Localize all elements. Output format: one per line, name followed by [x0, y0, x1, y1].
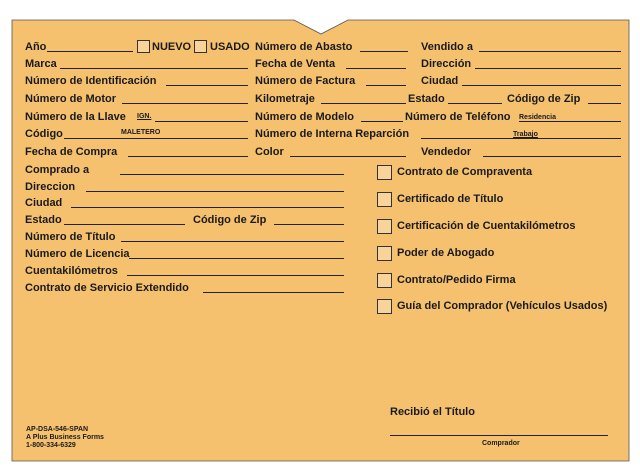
ano-line[interactable] [47, 51, 133, 52]
numero-licencia-label: Número de Licencia [25, 248, 130, 260]
cuentakilometros-line[interactable] [127, 275, 344, 276]
usado-label: USADO [210, 41, 250, 53]
purchase-estado-line[interactable] [64, 224, 185, 225]
marca-line[interactable] [60, 68, 248, 69]
recibio-titulo-label: Recibió el Título [390, 406, 475, 418]
numero-factura-line[interactable] [366, 85, 406, 86]
checklist-label: Certificado de Título [397, 193, 504, 205]
vendido-a-line[interactable] [479, 51, 621, 52]
numero-telefono-line[interactable] [519, 121, 621, 122]
numero-identificacion-label: Número de Identificación [25, 75, 157, 87]
numero-interna-reparacion-label: Número de Interna Reparción [255, 128, 410, 140]
checklist-label: Poder de Abogado [397, 247, 495, 259]
checklist-label: Contrato de Compraventa [397, 166, 533, 178]
checklist-checkbox[interactable] [377, 192, 392, 207]
nuevo-label: NUEVO [152, 41, 192, 53]
contrato-servicio-line[interactable] [203, 292, 344, 293]
checklist-checkbox[interactable] [377, 299, 392, 314]
vendido-a-label: Vendido a [421, 41, 473, 53]
purchase-codigo-zip-line[interactable] [274, 224, 344, 225]
usado-checkbox[interactable] [194, 40, 207, 53]
numero-titulo-line[interactable] [121, 241, 344, 242]
residencia-label: Residencia [519, 114, 556, 121]
ano-label: Año [25, 41, 47, 53]
purchase-ciudad-label: Ciudad [25, 197, 63, 209]
ciudad-line[interactable] [462, 85, 621, 86]
company-name: A Plus Business Forms [26, 434, 104, 441]
ign-label: IGN. [137, 113, 152, 120]
numero-identificacion-line[interactable] [166, 85, 248, 86]
codigo-label: Código [25, 128, 63, 140]
maletero-label: MALETERO [121, 129, 161, 136]
codigo-zip-label: Código de Zip [507, 93, 581, 105]
checklist-label: Guía del Comprador (Vehículos Usados) [397, 300, 608, 312]
checklist-label: Certificación de Cuentakilómetros [397, 220, 576, 232]
numero-modelo-label: Número de Modelo [255, 111, 355, 123]
codigo-line[interactable] [64, 138, 248, 139]
vendedor-label: Vendedor [421, 146, 472, 158]
numero-llave-label: Número de la Llave [25, 111, 126, 123]
purchase-codigo-zip-label: Código de Zip [193, 214, 267, 226]
purchase-direccion-label: Direccion [25, 181, 76, 193]
fecha-venta-label: Fecha de Venta [255, 58, 336, 70]
numero-abasto-label: Número de Abasto [255, 41, 353, 53]
kilometraje-line[interactable] [321, 103, 406, 104]
kilometraje-label: Kilometraje [255, 93, 315, 105]
numero-titulo-label: Número de Título [25, 231, 116, 243]
checklist-label: Contrato/Pedido Firma [397, 274, 516, 286]
comprador-signature-line[interactable] [390, 435, 608, 436]
numero-factura-label: Número de Factura [255, 75, 356, 87]
comprado-a-line[interactable] [120, 174, 344, 175]
numero-abasto-line[interactable] [360, 51, 408, 52]
color-line[interactable] [290, 156, 406, 157]
checklist-checkbox[interactable] [377, 273, 392, 288]
color-label: Color [255, 146, 284, 158]
marca-label: Marca [25, 58, 57, 70]
numero-llave-line[interactable] [155, 121, 248, 122]
purchase-direccion-line[interactable] [86, 191, 344, 192]
company-phone: 1-800-334-6329 [26, 442, 76, 449]
checklist-checkbox[interactable] [377, 219, 392, 234]
contrato-servicio-label: Contrato de Servicio Extendido [25, 282, 189, 294]
comprador-label: Comprador [482, 440, 520, 447]
checklist-checkbox[interactable] [377, 165, 392, 180]
purchase-estado-label: Estado [25, 214, 62, 226]
direccion-line[interactable] [475, 68, 621, 69]
numero-modelo-line[interactable] [361, 121, 403, 122]
fecha-compra-line[interactable] [128, 156, 248, 157]
nuevo-checkbox[interactable] [137, 40, 150, 53]
trabajo-label: Trabajo [513, 131, 538, 138]
comprado-a-label: Comprado a [25, 164, 90, 176]
purchase-ciudad-line[interactable] [71, 207, 344, 208]
fecha-venta-line[interactable] [346, 68, 406, 69]
estado-label: Estado [408, 93, 445, 105]
direccion-label: Dirección [421, 58, 472, 70]
ciudad-label: Ciudad [421, 75, 459, 87]
form-number: AP-DSA-546-SPAN [26, 426, 89, 433]
checklist-checkbox[interactable] [377, 246, 392, 261]
numero-motor-line[interactable] [122, 103, 248, 104]
numero-telefono-label: Número de Teléfono [405, 111, 511, 123]
vendedor-line[interactable] [483, 156, 621, 157]
cuentakilometros-label: Cuentakilómetros [25, 265, 118, 277]
numero-motor-label: Número de Motor [25, 93, 117, 105]
numero-licencia-line[interactable] [129, 258, 344, 259]
numero-interna-reparacion-line[interactable] [421, 138, 621, 139]
fecha-compra-label: Fecha de Compra [25, 146, 118, 158]
codigo-zip-line[interactable] [588, 103, 621, 104]
estado-line[interactable] [448, 103, 502, 104]
